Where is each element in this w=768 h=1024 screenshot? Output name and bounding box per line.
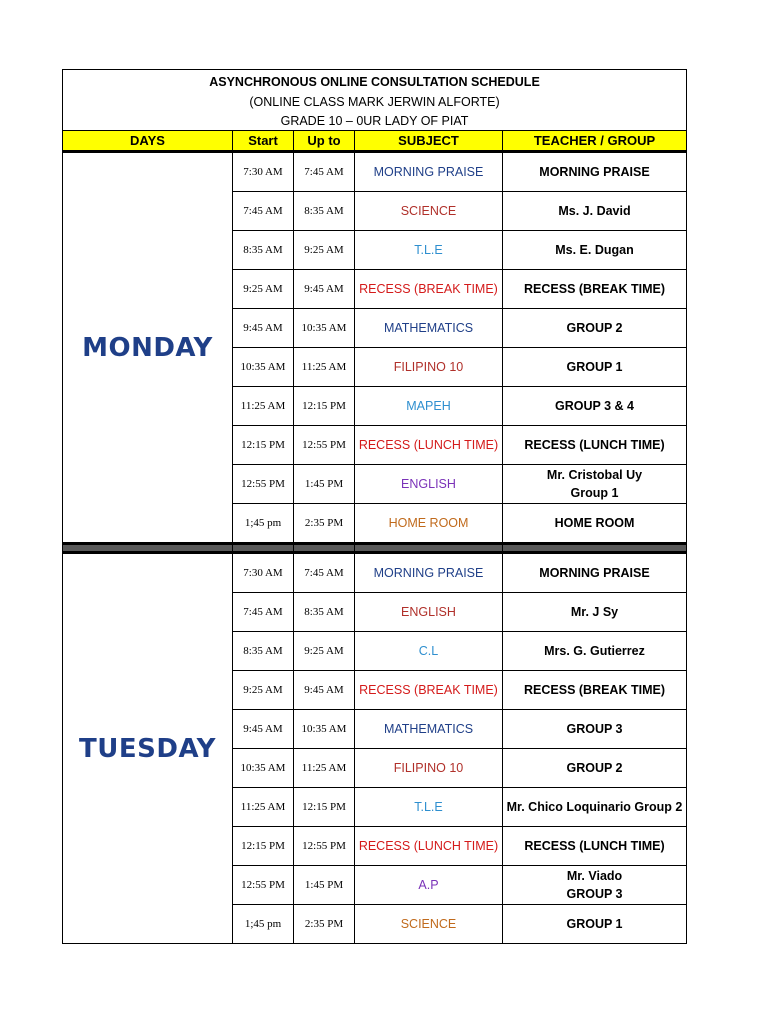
subject-cell: SCIENCE bbox=[355, 192, 503, 231]
end-time: 9:25 AM bbox=[294, 231, 355, 270]
teacher-line: RECESS (LUNCH TIME) bbox=[524, 438, 665, 452]
subject-cell: HOME ROOM bbox=[355, 504, 503, 544]
teacher-cell bbox=[503, 593, 687, 632]
teacher-line: MORNING PRAISE bbox=[539, 566, 650, 580]
end-time: 12:15 PM bbox=[294, 387, 355, 426]
teacher-line: Mr. Cristobal Uy bbox=[546, 468, 643, 482]
subject-cell: MATHEMATICS bbox=[355, 309, 503, 348]
teacher-line: HOME ROOM bbox=[554, 516, 635, 530]
teacher-cell bbox=[503, 387, 687, 426]
end-time: 2:35 PM bbox=[294, 905, 355, 944]
separator-cell bbox=[503, 544, 687, 553]
end-time: 8:35 AM bbox=[294, 192, 355, 231]
teacher-cell bbox=[503, 231, 687, 270]
end-time: 11:25 AM bbox=[294, 749, 355, 788]
subject-cell: RECESS (LUNCH TIME) bbox=[355, 827, 503, 866]
start-time: 7:30 AM bbox=[233, 152, 294, 192]
subject-cell: RECESS (BREAK TIME) bbox=[355, 270, 503, 309]
separator-cell bbox=[294, 544, 355, 553]
schedule-row bbox=[63, 152, 687, 192]
teacher-line: Ms. J. David bbox=[558, 204, 631, 218]
subject-cell: MORNING PRAISE bbox=[355, 553, 503, 593]
schedule-subtitle: (ONLINE CLASS MARK JERWIN ALFORTE) bbox=[63, 92, 687, 112]
teacher-line: GROUP 3 & 4 bbox=[555, 399, 634, 413]
end-time: 12:55 PM bbox=[294, 827, 355, 866]
subject-cell: A.P bbox=[355, 866, 503, 905]
schedule-title: ASYNCHRONOUS ONLINE CONSULTATION SCHEDULE bbox=[63, 70, 687, 93]
teacher-cell bbox=[503, 348, 687, 387]
teacher-line: RECESS (BREAK TIME) bbox=[524, 683, 665, 697]
teacher-line: Mr. Viado bbox=[566, 869, 623, 883]
schedule-table bbox=[62, 69, 687, 944]
end-time: 7:45 AM bbox=[294, 553, 355, 593]
header-upto: Up to bbox=[294, 131, 355, 152]
teacher-line: Mr. J Sy bbox=[570, 605, 619, 619]
teacher-cell bbox=[503, 866, 687, 905]
teacher-line: Mr. Chico Loquinario Group 2 bbox=[506, 800, 683, 814]
start-time: 12:15 PM bbox=[233, 426, 294, 465]
start-time: 7:45 AM bbox=[233, 192, 294, 231]
teacher-cell bbox=[503, 710, 687, 749]
header-subject: SUBJECT bbox=[355, 131, 503, 152]
teacher-line: RECESS (LUNCH TIME) bbox=[524, 839, 665, 853]
header-teacher: TEACHER / GROUP bbox=[503, 131, 687, 152]
teacher-cell bbox=[503, 827, 687, 866]
subject-cell: FILIPINO 10 bbox=[355, 749, 503, 788]
teacher-cell bbox=[503, 632, 687, 671]
start-time: 12:55 PM bbox=[233, 465, 294, 504]
separator-cell bbox=[63, 544, 233, 553]
subject-cell: SCIENCE bbox=[355, 905, 503, 944]
subject-cell: C.L bbox=[355, 632, 503, 671]
teacher-cell bbox=[503, 309, 687, 348]
day-label-tuesday: TUESDAY bbox=[63, 553, 233, 944]
start-time: 7:30 AM bbox=[233, 553, 294, 593]
header-days: DAYS bbox=[63, 131, 233, 152]
teacher-line: MORNING PRAISE bbox=[539, 165, 650, 179]
subject-cell: ENGLISH bbox=[355, 465, 503, 504]
end-time: 10:35 AM bbox=[294, 710, 355, 749]
column-header-row bbox=[63, 131, 687, 152]
start-time: 9:45 AM bbox=[233, 309, 294, 348]
start-time: 12:15 PM bbox=[233, 827, 294, 866]
start-time: 10:35 AM bbox=[233, 348, 294, 387]
end-time: 9:45 AM bbox=[294, 270, 355, 309]
teacher-line: GROUP 3 bbox=[566, 722, 623, 736]
teacher-cell bbox=[503, 749, 687, 788]
teacher-line: RECESS (BREAK TIME) bbox=[524, 282, 665, 296]
start-time: 11:25 AM bbox=[233, 788, 294, 827]
separator-cell bbox=[233, 544, 294, 553]
end-time: 9:25 AM bbox=[294, 632, 355, 671]
teacher-cell bbox=[503, 152, 687, 192]
start-time: 11:25 AM bbox=[233, 387, 294, 426]
teacher-cell bbox=[503, 192, 687, 231]
end-time: 7:45 AM bbox=[294, 152, 355, 192]
end-time: 12:15 PM bbox=[294, 788, 355, 827]
end-time: 10:35 AM bbox=[294, 309, 355, 348]
start-time: 1;45 pm bbox=[233, 905, 294, 944]
end-time: 2:35 PM bbox=[294, 504, 355, 544]
separator-cell bbox=[355, 544, 503, 553]
subject-cell: T.L.E bbox=[355, 231, 503, 270]
teacher-cell bbox=[503, 426, 687, 465]
teacher-cell bbox=[503, 504, 687, 544]
subject-cell: RECESS (LUNCH TIME) bbox=[355, 426, 503, 465]
start-time: 7:45 AM bbox=[233, 593, 294, 632]
teacher-cell bbox=[503, 671, 687, 710]
end-time: 9:45 AM bbox=[294, 671, 355, 710]
end-time: 12:55 PM bbox=[294, 426, 355, 465]
teacher-cell bbox=[503, 553, 687, 593]
teacher-line: GROUP 1 bbox=[566, 917, 623, 931]
end-time: 11:25 AM bbox=[294, 348, 355, 387]
start-time: 9:45 AM bbox=[233, 710, 294, 749]
teacher-line: GROUP 1 bbox=[566, 360, 623, 374]
schedule-document bbox=[62, 69, 686, 944]
start-time: 12:55 PM bbox=[233, 866, 294, 905]
start-time: 9:25 AM bbox=[233, 671, 294, 710]
teacher-line: Ms. E. Dugan bbox=[555, 243, 634, 257]
teacher-line: GROUP 2 bbox=[566, 321, 623, 335]
teacher-cell bbox=[503, 905, 687, 944]
start-time: 8:35 AM bbox=[233, 632, 294, 671]
subject-cell: MAPEH bbox=[355, 387, 503, 426]
grade-section: GRADE 10 – 0UR LADY OF PIAT bbox=[63, 112, 687, 131]
schedule-row bbox=[63, 553, 687, 593]
start-time: 10:35 AM bbox=[233, 749, 294, 788]
subject-cell: T.L.E bbox=[355, 788, 503, 827]
end-time: 1:45 PM bbox=[294, 465, 355, 504]
start-time: 1;45 pm bbox=[233, 504, 294, 544]
subject-cell: MATHEMATICS bbox=[355, 710, 503, 749]
teacher-line: GROUP 2 bbox=[566, 761, 623, 775]
start-time: 8:35 AM bbox=[233, 231, 294, 270]
subject-cell: FILIPINO 10 bbox=[355, 348, 503, 387]
teacher-line: Mrs. G. Gutierrez bbox=[544, 644, 645, 658]
day-label-monday: MONDAY bbox=[63, 152, 233, 544]
subject-cell: ENGLISH bbox=[355, 593, 503, 632]
teacher-cell bbox=[503, 788, 687, 827]
subject-cell: RECESS (BREAK TIME) bbox=[355, 671, 503, 710]
subject-cell: MORNING PRAISE bbox=[355, 152, 503, 192]
group-line: GROUP 3 bbox=[566, 887, 623, 901]
header-start: Start bbox=[233, 131, 294, 152]
end-time: 1:45 PM bbox=[294, 866, 355, 905]
start-time: 9:25 AM bbox=[233, 270, 294, 309]
end-time: 8:35 AM bbox=[294, 593, 355, 632]
day-separator bbox=[63, 544, 687, 553]
teacher-cell bbox=[503, 465, 687, 504]
group-line: Group 1 bbox=[570, 486, 619, 500]
teacher-cell bbox=[503, 270, 687, 309]
